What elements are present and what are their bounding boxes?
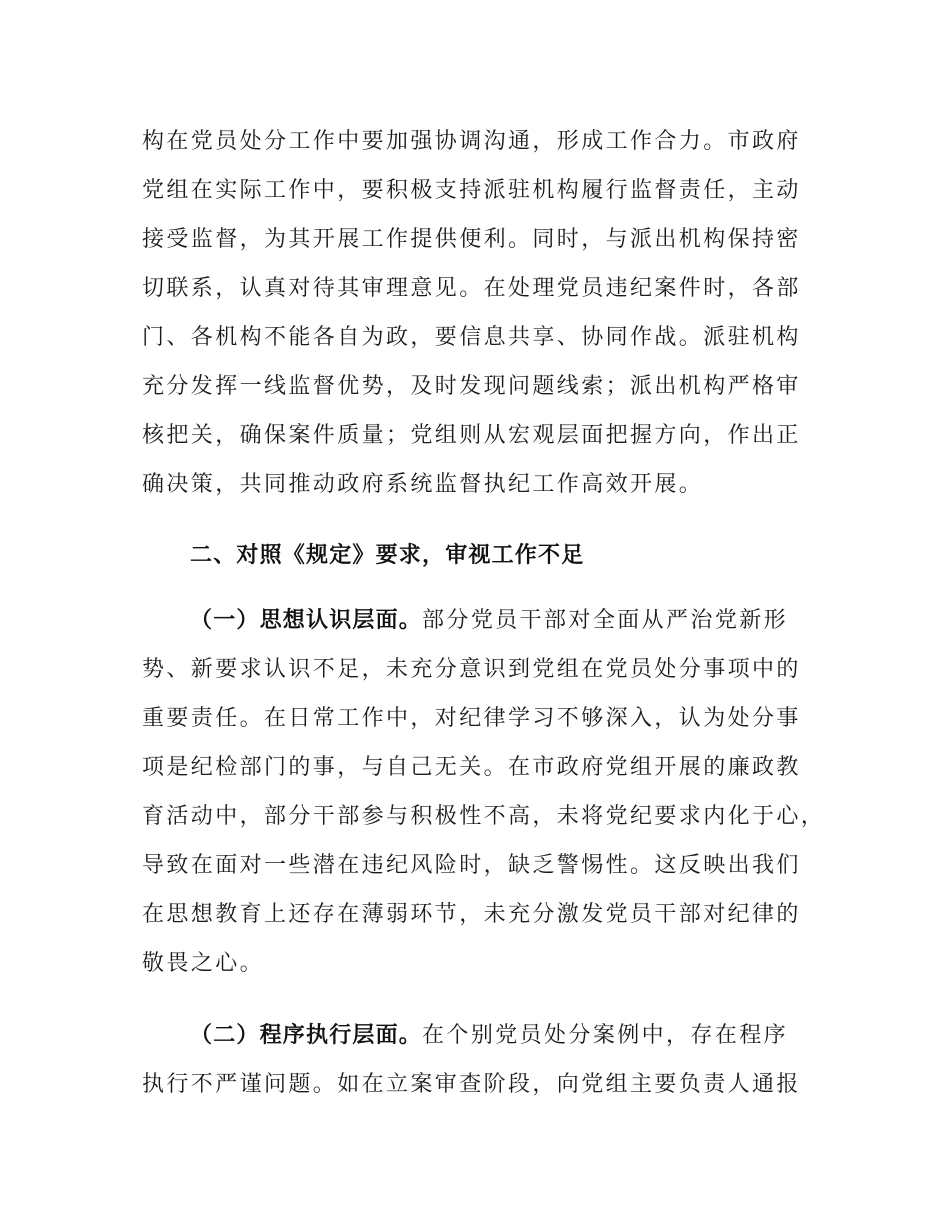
paragraph-ideological-awareness <box>142 596 826 988</box>
text-line: 势、新要求认识不足，未充分意识到党组在党员处分事项中的 <box>142 657 801 682</box>
text-line: 项是纪检部门的事，与自己无关。在市政府党组开展的廉政教 <box>142 755 801 780</box>
section-heading: 二、对照《规定》要求，审视工作不足 <box>190 543 585 568</box>
paragraph-lead: （一）思想认识层面。 <box>190 608 423 633</box>
text-line: 门、各机构不能各自为政，要信息共享、协同作战。派驻机构 <box>142 325 801 350</box>
text-line: 育活动中，部分干部参与积极性不高，未将党纪要求内化于心， <box>142 804 826 829</box>
text-line: 执行不严谨问题。如在立案审查阶段，向党组主要负责人通报 <box>142 1072 801 1097</box>
text-run: 部分党员干部对全面从严治党新形 <box>422 608 789 633</box>
text-line: 充分发挥一线监督优势，及时发现问题线索；派出机构严格审 <box>142 374 801 399</box>
text-line: 确决策，共同推动政府系统监督执纪工作高效开展。 <box>142 472 704 497</box>
paragraph-procedure-execution <box>142 1011 810 1109</box>
text-run: 在个别党员处分案例中，存在程序 <box>422 1023 789 1048</box>
text-line: 党组在实际工作中，要积极支持派驻机构履行监督责任，主动 <box>142 178 801 203</box>
text-line: 导致在面对一些潜在违纪风险时，缺乏警惕性。这反映出我们 <box>142 853 801 878</box>
paragraph-coordination <box>142 117 810 509</box>
text-line: 接受监督，为其开展工作提供便利。同时，与派出机构保持密 <box>142 227 801 252</box>
text-line: 构在党员处分工作中要加强协调沟通，形成工作合力。市政府 <box>142 129 801 154</box>
text-line: 重要责任。在日常工作中，对纪律学习不够深入，认为处分事 <box>142 706 801 731</box>
text-line: 切联系，认真对待其审理意见。在处理党员违纪案件时，各部 <box>142 276 801 301</box>
text-line: 敬畏之心。 <box>142 951 265 976</box>
text-line-first <box>142 596 810 645</box>
text-line-first <box>142 1011 810 1060</box>
text-line: 核把关，确保案件质量；党组则从宏观层面把握方向，作出正 <box>142 423 801 448</box>
paragraph-lead: （二）程序执行层面。 <box>190 1023 423 1048</box>
text-line: 在思想教育上还存在薄弱环节，未充分激发党员干部对纪律的 <box>142 902 801 927</box>
